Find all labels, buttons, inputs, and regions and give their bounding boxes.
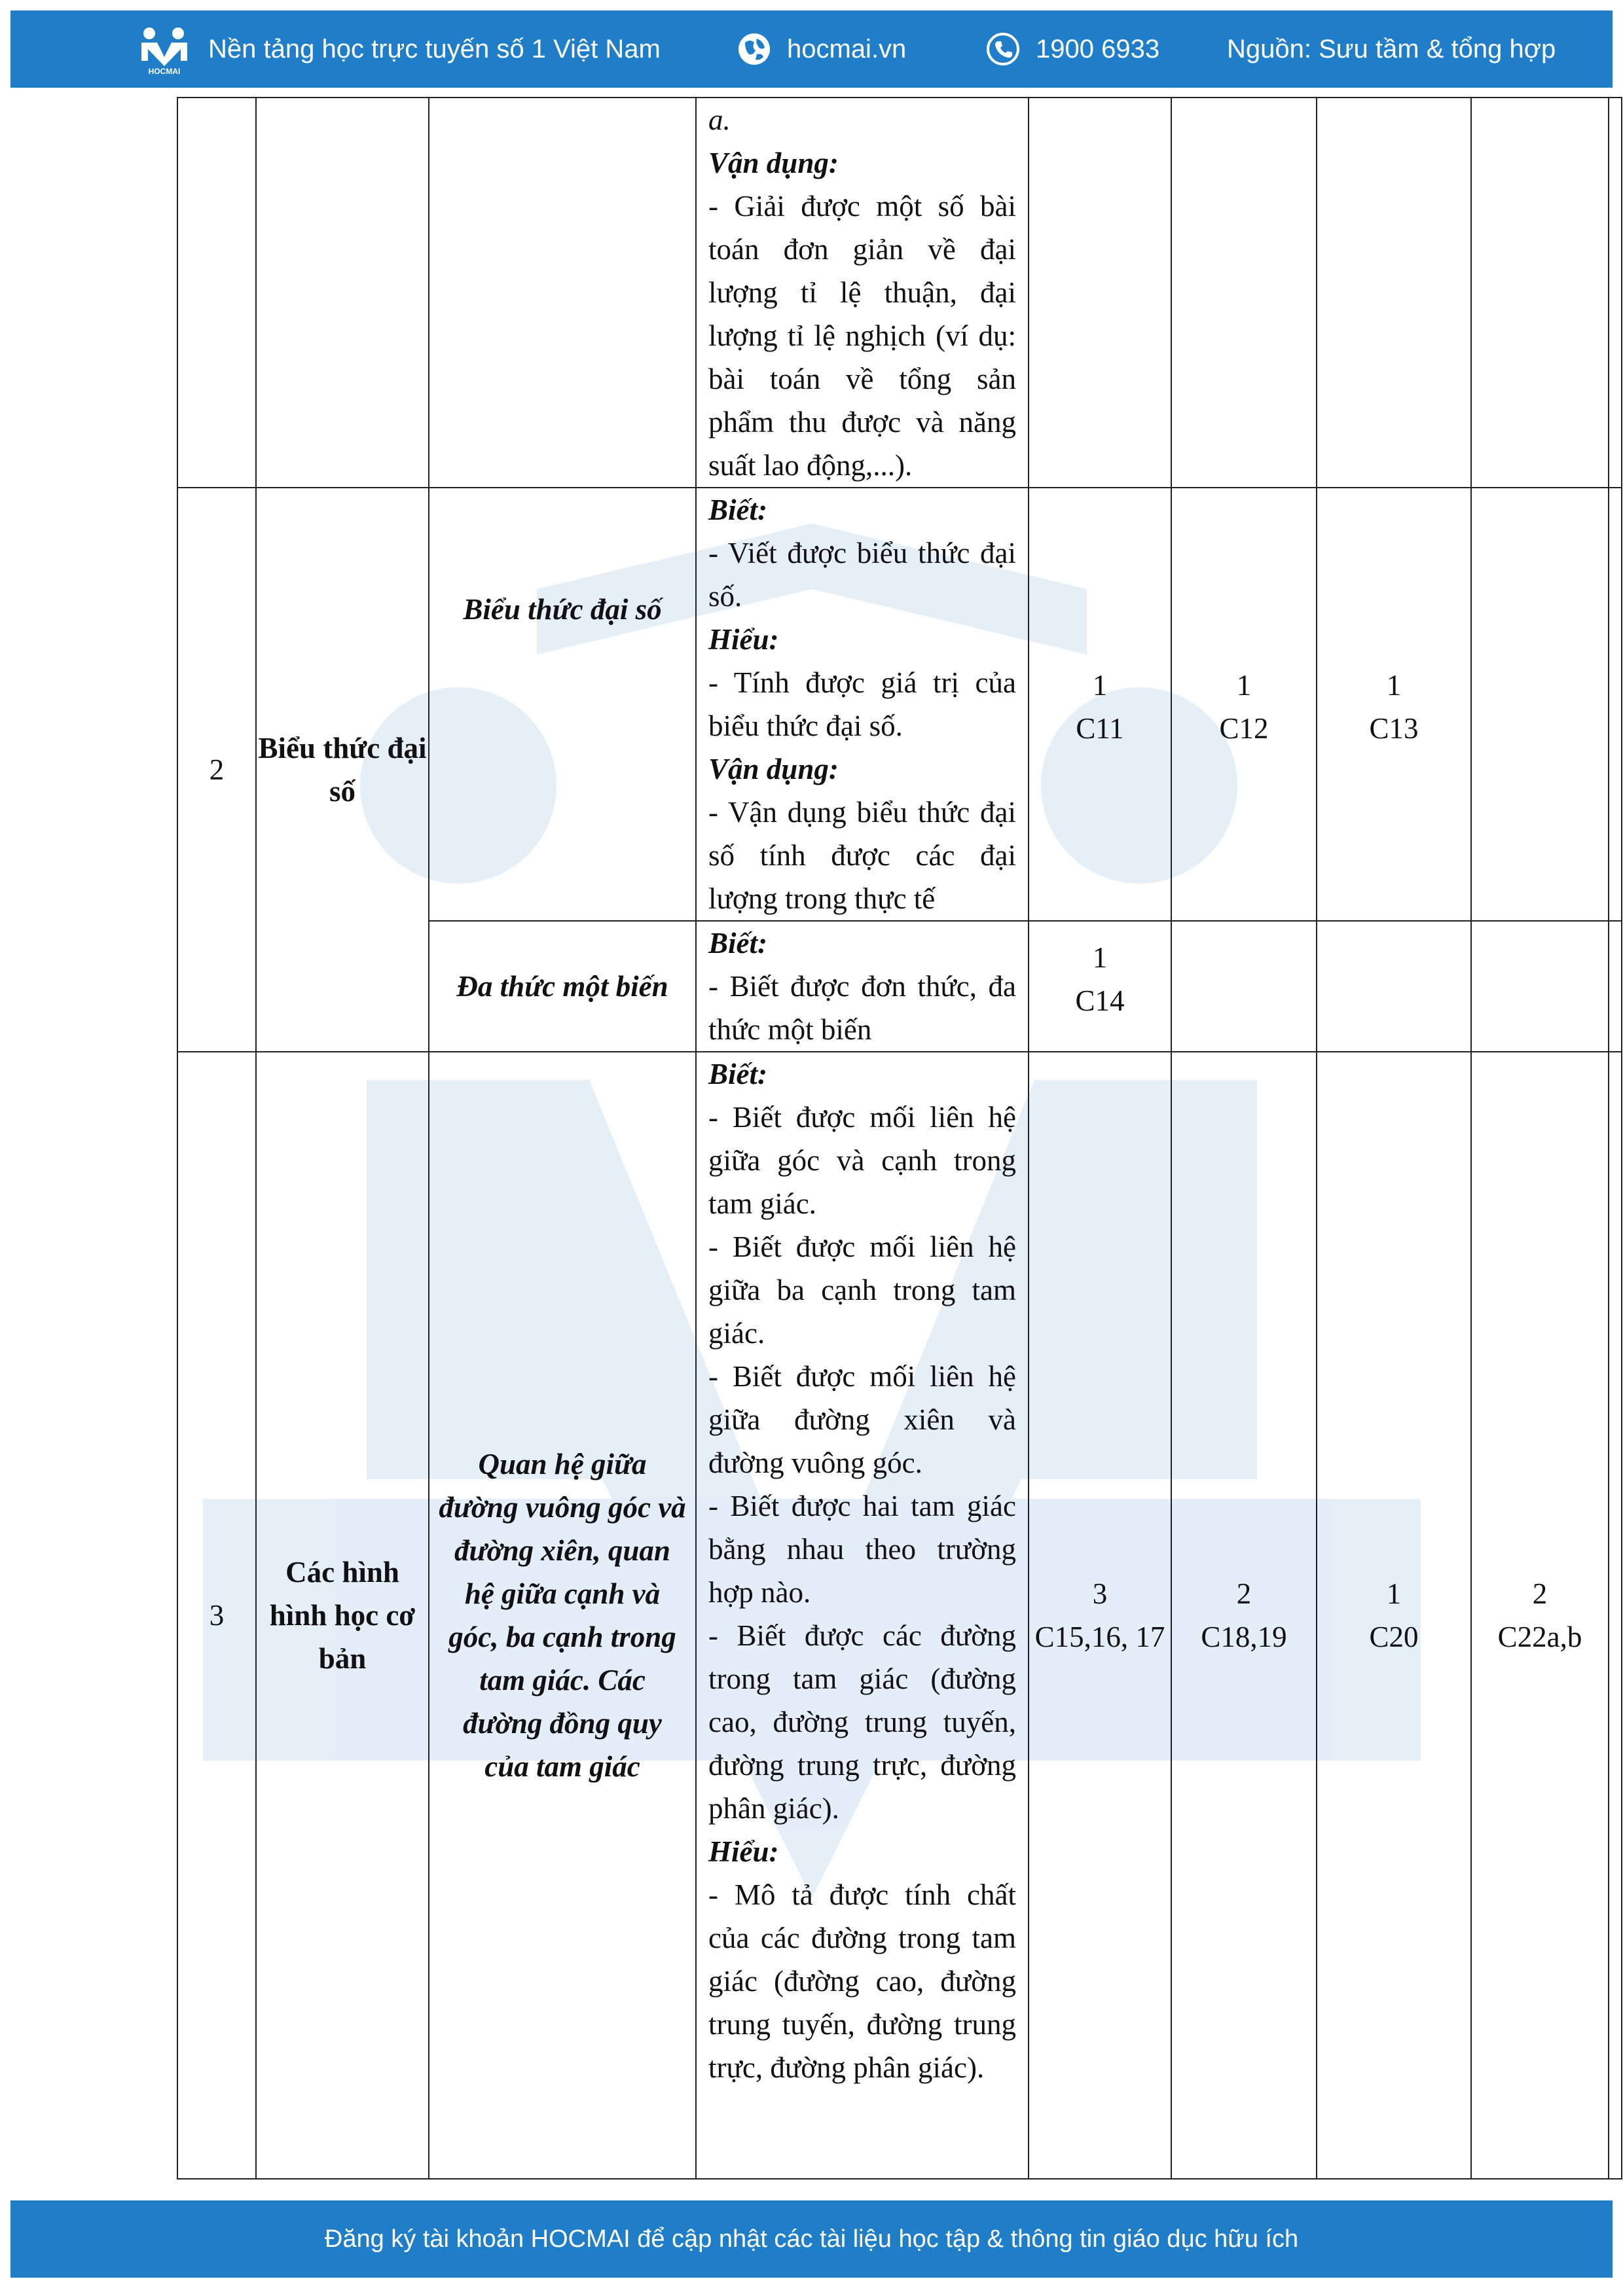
count-cell [1609, 921, 1622, 1052]
header-site-link[interactable] [737, 10, 906, 88]
count-cell [1609, 98, 1622, 488]
level-hieu-label: Hiểu: [708, 623, 779, 656]
count-cell [1471, 488, 1609, 921]
count-cell [1171, 98, 1317, 488]
question-ids: C15,16, 17 [1034, 1621, 1165, 1653]
level-biet-label: Biết: [708, 493, 767, 526]
count-value: 1 [1386, 1577, 1402, 1610]
question-ids: C18,19 [1201, 1621, 1287, 1653]
header-phone-link[interactable] [986, 10, 1159, 88]
question-ids: C14 [1075, 984, 1125, 1017]
count-cell [1029, 921, 1171, 1052]
table-row [177, 98, 1622, 488]
desc-text: - Viết được biểu thức đại số. [708, 537, 1016, 613]
description-cell [696, 488, 1029, 921]
count-value: 2 [1236, 1577, 1252, 1610]
header-phone-text: 1900 6933 [1036, 34, 1160, 63]
matrix-table [177, 97, 1622, 2179]
question-ids: C11 [1076, 712, 1124, 745]
desc-text: - Biết được hai tam giác bằng nhau theo trường hợp nào. [708, 1490, 1016, 1609]
desc-text: - Mô tả được tính chất của các đường trong tam giác (đường cao, đường trung tuyến, đường trung trực, đường phân giác). [708, 1878, 1016, 2084]
count-cell [1471, 1052, 1609, 2179]
logo-icon [135, 23, 194, 75]
topic-cell: Các hình hình học cơ bản [256, 1052, 429, 2179]
count-cell [1171, 921, 1317, 1052]
count-value: 1 [1092, 941, 1108, 974]
site-footer[interactable] [10, 2200, 1613, 2278]
level-vandung-label: Vận dụng: [708, 147, 839, 179]
phone-icon [986, 32, 1020, 66]
count-cell [1471, 921, 1609, 1052]
stt-cell: 2 [177, 488, 256, 1052]
question-ids: C12 [1219, 712, 1269, 745]
count-value: 3 [1092, 1577, 1108, 1610]
desc-continuation: a. [708, 103, 731, 136]
header-title: Nền tảng học trực tuyến số 1 Việt Nam [208, 34, 661, 63]
count-cell [1471, 98, 1609, 488]
count-cell [1317, 98, 1471, 488]
desc-text: - Biết được mối liên hệ giữa góc và cạnh trong tam giác. [708, 1101, 1016, 1220]
count-cell [1029, 488, 1171, 921]
question-ids: C13 [1369, 712, 1419, 745]
level-biet-label: Biết: [708, 927, 767, 960]
hocmai-logo[interactable] [135, 10, 194, 88]
desc-text: - Biết được mối liên hệ giữa ba cạnh trong tam giác. [708, 1230, 1016, 1350]
stt-cell [177, 98, 256, 488]
count-value: 1 [1236, 669, 1252, 702]
header-site-text: hocmai.vn [787, 34, 907, 63]
count-cell [1029, 98, 1171, 488]
count-cell [1609, 488, 1622, 921]
count-cell [1171, 1052, 1317, 2179]
desc-text: - Giải được một số bài toán đơn giản về đại lượng tỉ lệ thuận, đại lượng tỉ lệ nghịch (ví dụ: bài toán về tổng sản phẩm thu được và năng suất lao động,...). [708, 190, 1016, 482]
count-cell [1317, 488, 1471, 921]
desc-text: - Vận dụng biểu thức đại số tính được các đại lượng trong thực tế [708, 796, 1016, 915]
table-row [177, 1052, 1622, 2179]
table-row [177, 488, 1622, 921]
desc-text: - Biết được các đường trong tam giác (đường cao, đường trung tuyến, đường trung trực, đường phân giác). [708, 1619, 1016, 1825]
topic-cell [256, 98, 429, 488]
level-hieu-label: Hiểu: [708, 1835, 779, 1868]
topic-cell: Biểu thức đại số [256, 488, 429, 1052]
count-cell [1029, 1052, 1171, 2179]
count-cell [1171, 488, 1317, 921]
level-vandung-label: Vận dụng: [708, 753, 839, 785]
description-cell [696, 1052, 1029, 2179]
desc-text: - Tính được giá trị của biểu thức đại số. [708, 666, 1016, 742]
desc-text: - Biết được đơn thức, đa thức một biến [708, 970, 1016, 1046]
unit-cell: Đa thức một biến [429, 921, 696, 1052]
desc-text: - Biết được mối liên hệ giữa đường xiên và đường vuông góc. [708, 1360, 1016, 1479]
stt-cell: 3 [177, 1052, 256, 2179]
logo-text: HOCMAI [148, 67, 181, 75]
unit-cell: Biểu thức đại số [429, 488, 696, 921]
unit-cell [429, 98, 696, 488]
count-value: 1 [1092, 669, 1108, 702]
count-value: 2 [1532, 1577, 1548, 1610]
question-ids: C22a,b [1497, 1621, 1582, 1653]
level-biet-label: Biết: [708, 1058, 767, 1090]
footer-text: Đăng ký tài khoản HOCMAI để cập nhật các tài liệu học tập & thông tin giáo dục hữu ích [324, 2225, 1299, 2253]
site-header [10, 10, 1613, 88]
description-cell [696, 921, 1029, 1052]
description-cell [696, 98, 1029, 488]
globe-icon [737, 32, 771, 66]
count-value: 1 [1386, 669, 1402, 702]
count-cell [1317, 921, 1471, 1052]
question-ids: C20 [1369, 1621, 1419, 1653]
header-source: Nguồn: Sưu tầm & tổng hợp [1227, 34, 1556, 63]
unit-cell: Quan hệ giữa đường vuông góc và đường xiên, quan hệ giữa cạnh và góc, ba cạnh trong tam giác. Các đường đồng quy của tam giác [429, 1052, 696, 2179]
count-cell [1317, 1052, 1471, 2179]
count-cell [1609, 1052, 1622, 2179]
